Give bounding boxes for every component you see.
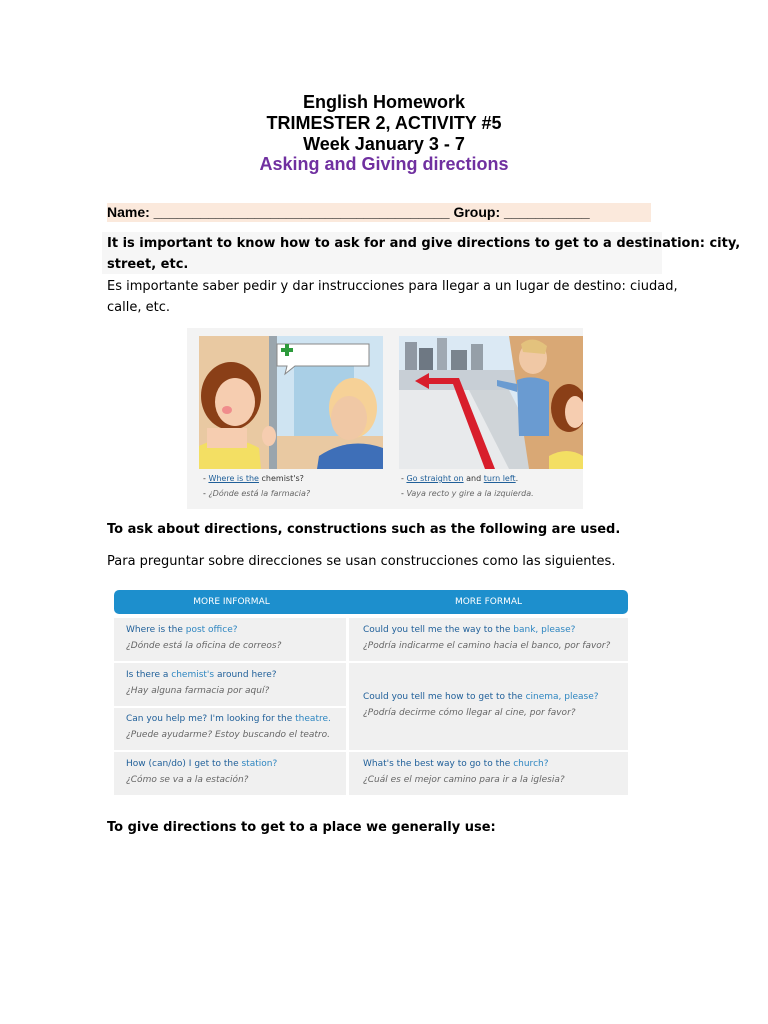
- homework-title: English Homework: [302, 92, 466, 112]
- table-row: [114, 752, 346, 795]
- formal-2-english: Could you tell me how to get to the cinema, please?: [363, 692, 599, 702]
- informal-3-spanish: ¿Puede ayudarme? Estoy buscando el teatro.: [126, 730, 330, 740]
- table-row: [349, 663, 628, 750]
- street-scene-drawing: [399, 336, 583, 469]
- topic-title: Asking and Giving directions: [259, 154, 509, 174]
- table-row: [349, 618, 628, 661]
- intro-english-line2: street, etc.: [107, 257, 189, 272]
- table-row: [349, 752, 628, 795]
- informal-4-english: How (can/do) I get to the station?: [126, 759, 278, 769]
- ask-directions-spanish: Para preguntar sobre direcciones se usan construcciones como las siguientes.: [107, 554, 616, 569]
- directions-illustration: [187, 328, 583, 509]
- table-row: [114, 663, 346, 706]
- informal-2-english: Is there a chemist's around here?: [126, 670, 277, 680]
- give-directions-english: To give directions to get to a place we generally use:: [107, 820, 496, 835]
- informal-2-spanish: ¿Hay alguna farmacia por aquí?: [126, 686, 270, 696]
- table-row: [114, 708, 346, 750]
- chemist-scene-drawing: [199, 336, 383, 469]
- caption-left-english: - Where is the chemist's?: [203, 474, 304, 483]
- intro-spanish-line2: calle, etc.: [107, 300, 170, 315]
- col-header-formal: MORE FORMAL: [454, 597, 523, 607]
- directions-table: [114, 590, 628, 796]
- table-header: [114, 590, 628, 614]
- week-dates: Week January 3 - 7: [303, 134, 465, 154]
- ask-directions-english: To ask about directions, constructions such as the following are used.: [107, 522, 621, 537]
- informal-3-english: Can you help me? I'm looking for the theatre.: [126, 714, 331, 724]
- trimester-activity: TRIMESTER 2, ACTIVITY #5: [266, 113, 502, 133]
- chemist-scene: [199, 336, 383, 469]
- caption-right-spanish: - Vaya recto y gire a la izquierda.: [401, 489, 534, 498]
- informal-4-spanish: ¿Cómo se va a la estación?: [126, 775, 249, 785]
- street-scene: [399, 336, 583, 469]
- caption-right-english: - Go straight on and turn left.: [401, 474, 519, 483]
- table-row: [114, 618, 346, 661]
- col-header-informal: MORE INFORMAL: [193, 597, 270, 607]
- name-group-line: Name: ______________________________________ Group: ___________: [107, 203, 651, 222]
- intro-spanish-line1: Es importante saber pedir y dar instrucciones para llegar a un lugar de destino: ciudad,: [107, 279, 678, 294]
- intro-english-line1: It is important to know how to ask for and give directions to get to a destination: city,: [107, 236, 741, 251]
- formal-1-english: Could you tell me the way to the bank, please?: [363, 625, 576, 635]
- formal-3-english: What's the best way to go to the church?: [363, 759, 549, 769]
- informal-1-spanish: ¿Dónde está la oficina de correos?: [126, 641, 282, 651]
- caption-left-spanish: - ¿Dónde está la farmacia?: [203, 489, 311, 498]
- formal-3-spanish: ¿Cuál es el mejor camino para ir a la iglesia?: [363, 775, 565, 785]
- informal-1-english: Where is the post office?: [126, 625, 238, 635]
- formal-2-spanish: ¿Podría decirme cómo llegar al cine, por favor?: [363, 708, 576, 718]
- formal-1-spanish: ¿Podría indicarme el camino hacia el banco, por favor?: [363, 641, 611, 651]
